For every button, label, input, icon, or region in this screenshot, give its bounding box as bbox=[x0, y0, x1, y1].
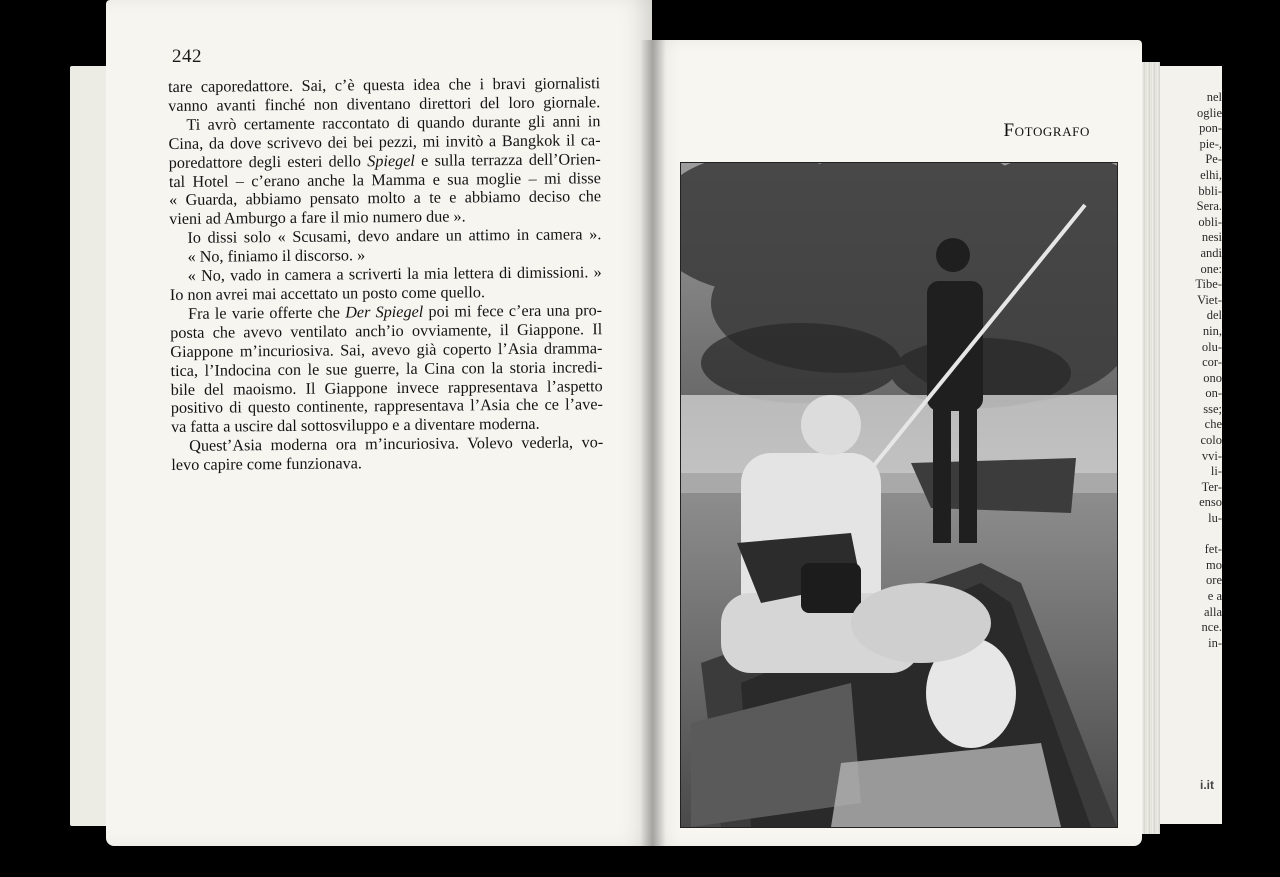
photograph-boat-scene-icon bbox=[681, 163, 1117, 827]
body-line: vanno avanti finché non diventano direttori del loro giornale. bbox=[168, 93, 601, 115]
body-line: Io non avrei mai accettato un posto come quello. bbox=[169, 283, 486, 304]
peek-line: Tibe- bbox=[1195, 277, 1222, 292]
peek-line: andi bbox=[1200, 245, 1222, 260]
peek-line: lu- bbox=[1208, 511, 1222, 526]
photograph bbox=[680, 162, 1118, 828]
peek-line: elhi, bbox=[1200, 167, 1222, 182]
body-line: tal Hotel – c’erano anche la Mamma e sua moglie – mi disse bbox=[168, 168, 601, 191]
body-text bbox=[168, 74, 603, 475]
body-line: Io dissi solo « Scusami, devo andare un attimo in camera ». bbox=[187, 225, 602, 248]
body-line: Cina, da dove scrivevo dei bei pezzi, mi invitò a Bangkok il ca- bbox=[168, 130, 601, 153]
peek-line: e a bbox=[1207, 589, 1222, 603]
running-head: Fotografo bbox=[1003, 120, 1090, 141]
body-line: va fatta a uscire dal sottosviluppo e a diventare moderna. bbox=[170, 415, 540, 437]
peek-line: Pe- bbox=[1205, 152, 1222, 167]
peek-line: colo bbox=[1200, 433, 1222, 448]
peek-line: nesi bbox=[1201, 230, 1222, 245]
peek-line: enso bbox=[1199, 495, 1222, 510]
body-line: posta che avevo ventilato anch’io ovviamente, il Giappone. Il bbox=[170, 320, 603, 342]
next-page-peek bbox=[1168, 90, 1222, 790]
page-number: 242 bbox=[172, 46, 202, 67]
peek-line: del bbox=[1206, 308, 1222, 323]
peek-line: ono bbox=[1203, 370, 1222, 385]
peek-line: Sera. bbox=[1196, 199, 1222, 214]
book-gutter bbox=[640, 40, 666, 846]
body-line: Quest’Asia moderna ora m’incuriosiva. Volevo vederla, vo- bbox=[189, 433, 604, 456]
peek-line: nin, bbox=[1202, 323, 1222, 338]
body-line: « No, vado in camera a scriverti la mia lettera di dimissioni. » bbox=[187, 263, 602, 285]
body-line: Fra le varie offerte che Der Spiegel poi mi fece c’era una pro- bbox=[187, 301, 603, 323]
peek-line: pie-, bbox=[1199, 136, 1222, 151]
peek-line: Viet- bbox=[1197, 292, 1222, 307]
next-page-footer: i.it bbox=[1200, 778, 1214, 792]
peek-line: one: bbox=[1200, 261, 1222, 276]
peek-line: Ter- bbox=[1201, 479, 1222, 494]
peek-line: oglie bbox=[1197, 105, 1222, 120]
peek-line: cor- bbox=[1202, 355, 1222, 370]
peek-line: pon- bbox=[1199, 121, 1222, 136]
peek-line: obli- bbox=[1198, 214, 1222, 229]
peek-line: nel bbox=[1206, 90, 1222, 104]
body-line: Giappone m’incuriosiva. Sai, avevo già coperto l’Asia dramma- bbox=[170, 338, 603, 361]
peek-line: in- bbox=[1208, 635, 1222, 650]
peek-line bbox=[1168, 527, 1222, 543]
peek-line: sse; bbox=[1203, 401, 1222, 416]
peek-line: nce. bbox=[1201, 620, 1222, 635]
body-line: tare caporedattore. Sai, c’è questa idea che i bravi giornalisti bbox=[168, 74, 601, 96]
body-line: poredattore degli esteri dello Spiegel e sulla terrazza dell’Orien- bbox=[168, 149, 601, 172]
peek-line: alla bbox=[1203, 604, 1222, 619]
peek-line: li- bbox=[1210, 464, 1222, 479]
left-page bbox=[106, 0, 652, 846]
peek-line: fet- bbox=[1204, 542, 1222, 557]
peek-line: on- bbox=[1205, 386, 1222, 401]
body-line: bile del maoismo. Il Giappone invece rappresentava l’aspetto bbox=[170, 376, 603, 399]
body-line: Ti avrò certamente raccontato di quando durante gli anni in bbox=[186, 112, 601, 134]
peek-line: che bbox=[1204, 417, 1222, 432]
body-line: vieni ad Amburgo a fare il mio numero due ». bbox=[169, 207, 466, 229]
peek-line: vvi- bbox=[1201, 448, 1222, 463]
right-page bbox=[652, 40, 1142, 846]
peek-line: bbli- bbox=[1198, 183, 1222, 198]
body-line: positivo di questo continente, rappresentava l’Asia che ce l’ave- bbox=[170, 395, 603, 418]
peek-line: mo bbox=[1206, 557, 1222, 572]
peek-line: olu- bbox=[1201, 339, 1222, 354]
body-line: levo capire come funzionava. bbox=[171, 454, 363, 475]
body-line: « No, finiamo il discorso. » bbox=[187, 246, 366, 266]
peek-line: ore bbox=[1206, 573, 1222, 588]
body-line: tica, l’Indocina con le sue guerre, la Cina con la storia incredi- bbox=[170, 357, 603, 380]
body-line: « Guarda, abbiamo pensato molto a te e abbiamo deciso che bbox=[168, 187, 602, 210]
